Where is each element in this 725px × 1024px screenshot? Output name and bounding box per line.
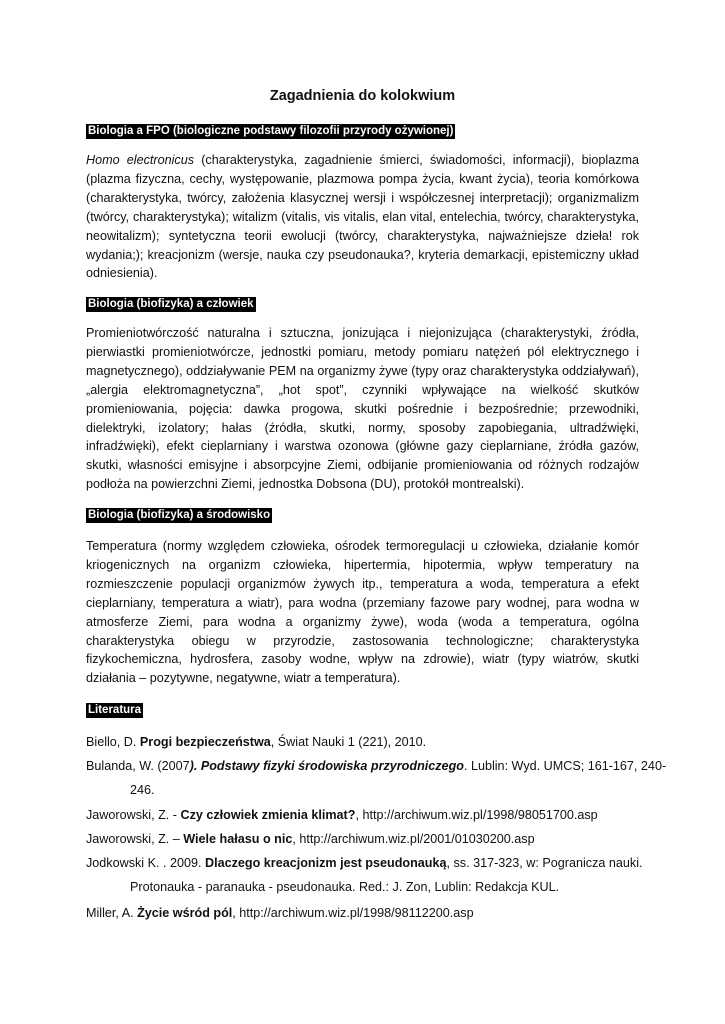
reference-item: Miller, A. Życie wśród pól, http://archiwum.wiz.pl/1998/98112200.asp xyxy=(86,906,474,920)
italic-lead: Homo electronicus xyxy=(86,153,194,167)
reference-item: Jaworowski, Z. - Czy człowiek zmienia klimat?, http://archiwum.wiz.pl/1998/98051700.asp xyxy=(86,808,598,822)
reference-continuation: Protonauka - paranauka - pseudonauka. Red.: J. Zon, Lublin: Redakcja KUL. xyxy=(130,880,560,894)
section-body-fpo: (charakterystyka, zagadnienie śmierci, świadomości, informacji), bioplazma (plazma fizyczna, cechy, występowanie, plazmowa pompa życia, kwant życia), teoria komórkowa (charakterystyka, twórcy, założenia klasycznej wersji i współczesnej interpretacji); organizmalizm (twórcy, charakterystyka); witalizm (vitalis, vis vitalis, elan vital, entelechia, twórcy, charakterystyka, neowitalizm); syntetyczna teorii ewolucji (twórcy, charakterystyka, najważniejsze dzieła! rok wydania;); kreacjonizm (wersje, nauka czy pseudonauka?, kryteria demarkacji, epistemiczny układ odniesienia). xyxy=(86,153,639,281)
section-heading-srodowisko: Biologia (biofizyka) a środowisko xyxy=(88,509,271,521)
section-text-fpo xyxy=(86,151,639,283)
page-title: Zagadnienia do kolokwium xyxy=(269,88,456,104)
reference-item: Jaworowski, Z. – Wiele hałasu o nic, http://archiwum.wiz.pl/2001/01030200.asp xyxy=(86,832,535,846)
reference-item: Bulanda, W. (2007). Podstawy fizyki środowiska przyrodniczego. Lublin: Wyd. UMCS; 161-167, 240- xyxy=(86,759,667,773)
reference-item: Jodkowski K. . 2009. Dlaczego kreacjonizm jest pseudonauką, ss. 317-323, w: Pogranicza nauki. xyxy=(86,856,643,870)
section-heading-czlowiek: Biologia (biofizyka) a człowiek xyxy=(88,298,254,310)
reference-continuation: 246. xyxy=(130,783,155,797)
section-heading-fpo: Biologia a FPO (biologiczne podstawy filozofii przyrody ożywionej) xyxy=(88,125,454,137)
section-text-czlowiek: Promieniotwórczość naturalna i sztuczna, jonizująca i niejonizująca (charakterystyki, źródła, pierwiastki promieniotwórcze, jednostki pomiaru, metody pomiaru natężeń pól elektrycznego i magnetycznego), oddziaływanie PEM na organizmy żywe (typy oraz charakterystyka oddziaływań), „alergia elektromagnetyczna”, „hot spot”, czynniki wpływające na wielkość skutków promieniowania, pojęcia: dawka progowa, skutki pośrednie i bezpośrednie; przewodniki, dielektryki, izolatory; hałas (źródła, skutki, normy, sposoby zapobiegania, ultradźwięki, infradźwięki), efekt cieplarniany i warstwa ozonowa (główne gazy cieplarniane, źródła gazów, skutki, własności emisyjne i absorpcyjne Ziemi, odbijanie promieniowania od różnych rodzajów podłoża na powierzchni Ziemi, jednostka Dobsona (DU), protokół montrealski). xyxy=(86,326,639,492)
section-text-srodowisko: Temperatura (normy względem człowieka, ośrodek termoregulacji u człowieka, działanie komór kriogenicznych na organizm człowieka, hipertermia, hipotermia, wpływ temperatury na rozmieszczenie populacji organizmów żywych itp., temperatura a woda, temperatura a efekt cieplarniany, temperatura a wiatr), para wodna (przemiany fazowe pary wodnej, para wodna w atmosferze Ziemi, para wodna a organizmy żywe), woda (woda a temperatura, ogólna charakterystyka obiegu w przyrodzie, zastosowania technologiczne; charakterystyka fizykochemiczna, hydrosfera, zasoby wodne, wpływ na zdrowie), wiatr (typy wiatrów, skutki działania – pozytywne, negatywne, wiatr a temperatura). xyxy=(86,539,639,686)
reference-item: Biello, D. Progi bezpieczeństwa, Świat Nauki 1 (221), 2010. xyxy=(86,735,427,749)
literature-heading: Literatura xyxy=(88,704,142,716)
